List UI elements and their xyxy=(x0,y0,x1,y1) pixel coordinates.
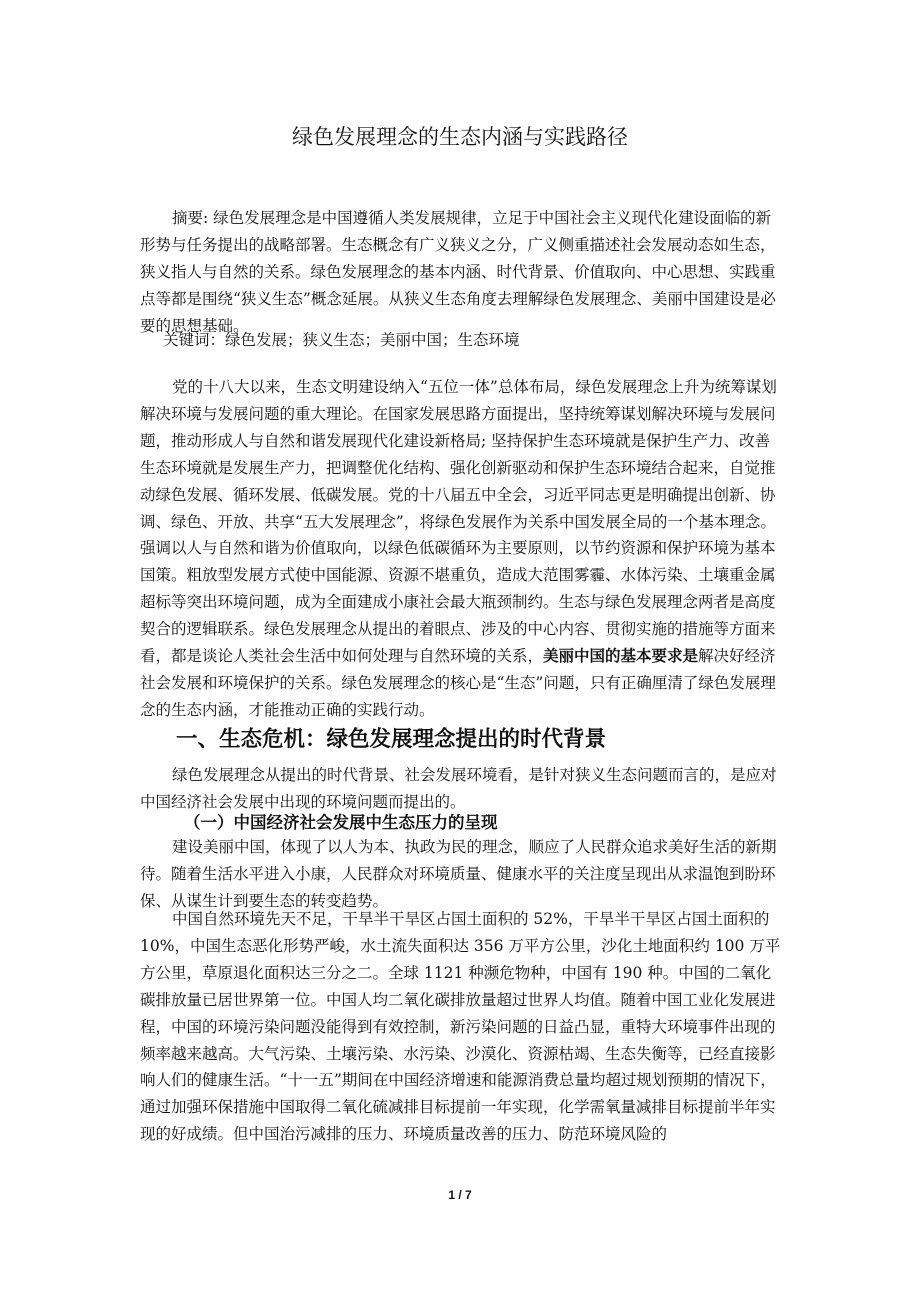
subsection-paragraph-1: 建设美丽中国，体现了以人为本、执政为民的理念，顺应了人民群众追求美好生活的新期待。随着生活水平进入小康，人民群众对环境质量、健康水平的关注度呈现出从求温饱到盼环保、从谋生计到要生态的转变趋势。 xyxy=(140,838,777,910)
subsection-heading: （一）中国经济社会发展中生态压力的呈现 xyxy=(184,813,498,832)
keywords-line: 关键词：绿色发展；狭义生态；美丽中国；生态环境 xyxy=(163,331,520,349)
section-heading: 一、生态危机：绿色发展理念提出的时代背景 xyxy=(176,727,607,752)
page-number: 1 / 7 xyxy=(448,1188,472,1202)
intro-paragraph xyxy=(140,374,782,724)
intro-text-part2: 解决好经济社会发展和环境保护的关系。绿色发展理念的核心是“生态”问题，只有正确厘清了绿色发展理念的生态内涵，才能推动正确的实践行动。 xyxy=(140,647,776,719)
subsection-paragraph-2: 中国自然环境先天不足，干旱半干旱区占国土面积的 52%，干旱半干旱区占国土面积的 10%，中国生态恶化形势严峻，水土流失面积达 356 万平方公里，沙化土地面积约 100 万平方公里，草原退化面积达三分之二。全球 1121 种濒危物种，中国有 190 种。中国的二氧化碳排放量已居世界第一位。中国人均二氧化碳排放量超过世界人均值。随着中国工业化发展进程，中国的环境污染问题没能得到有效控制，新污染问题的日益凸显，重特大环境事件出现的频率越来越高。大气污染、土壤污染、水污染、沙漠化、资源枯竭、生态失衡等，已经直接影响人们的健康生活。“十一五”期间在中国经济增速和能源消费总量均超过规划预期的情况下，通过加强环保措施中国取得二氧化硫减排目标提前一年实现，化学需氧量减排目标提前半年实现的好成绩。但中国治污减排的压力、环境质量改善的压力、防范环境风险的 xyxy=(140,910,781,1144)
abstract-paragraph: 摘要: 绿色发展理念是中国遵循人类发展规律，立足于中国社会主义现代化建设面临的新形势与任务提出的战略部署。生态概念有广义狭义之分，广义侧重描述社会发展动态如生态，狭义指人与自然的关系。绿色发展理念的基本内涵、时代背景、价值取向、中心思想、实践重点等都是围绕“狭义生态”概念延展。从狭义生态角度去理解绿色发展理念、美丽中国建设是必要的思想基础。 xyxy=(140,209,776,335)
section-paragraph: 绿色发展理念从提出的时代背景、社会发展环境看，是针对狭义生态问题而言的，是应对中国经济社会发展中出现的环境问题而提出的。 xyxy=(140,766,777,811)
intro-bold-text: 美丽中国的基本要求是 xyxy=(543,646,699,666)
document-title: 绿色发展理念的生态内涵与实践路径 xyxy=(292,125,628,149)
intro-text-part1: 党的十八大以来，生态文明建设纳入“五位一体”总体布局，绿色发展理念上升为统筹谋划解决环境与发展问题的重大理论。在国家发展思路方面提出，坚持统筹谋划解决环境与发展问题，推动形成人与自然和谐发展现代化建设新格局; 坚持保护生态环境就是保护生产力、改善生态环境就是发展生产力，把调整优化结构、强化创新驱动和保护生态环境结合起来，自觉推动绿色发展、循环发展、低碳发展。党的十八届五中全会，习近平同志更是明确提出创新、协调、绿色、开放、共享“五大发展理念”，将绿色发展作为关系中国发展全局的一个基本理念。强调以人与自然和谐为价值取向，以绿色低碳循环为主要原则，以节约资源和保护环境为基本国策。粗放型发展方式使中国能源、资源不堪重负，造成大范围雾霾、水体污染、土壤重金属超标等突出环境问题，成为全面建成小康社会最大瓶颈制约。生态与绿色发展理念两者是高度契合的逻辑联系。绿色发展理念从提出的着眼点、涉及的中心内容、贯彻实施的措施等方面来看，都是谈论人类社会生活中如何处理与自然环境的关系， xyxy=(140,378,777,666)
